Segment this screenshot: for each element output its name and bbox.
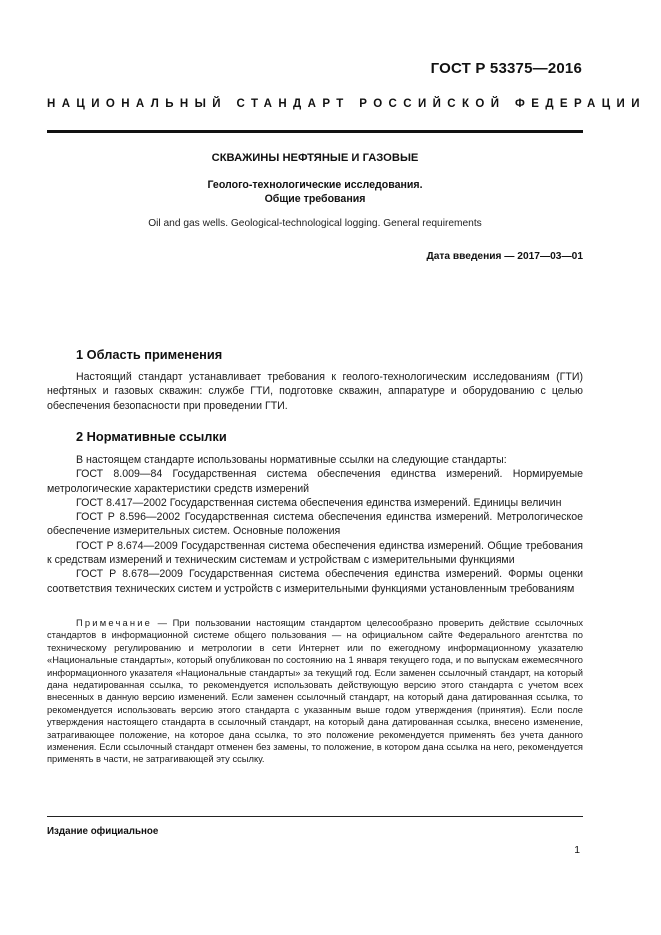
- note-block: [47, 617, 583, 766]
- header-divider: [47, 130, 583, 133]
- reference-item: ГОСТ 8.009—84 Государственная система обеспечения единства измерений. Нормируемые метрологические характеристики средств измерений: [47, 468, 583, 495]
- reference-item: ГОСТ Р 8.678—2009 Государственная система обеспечения единства измерений. Формы оценки соответствия технических систем и устройств с измерительными функциями установленным требованиям: [47, 568, 583, 595]
- page-number: 1: [574, 845, 580, 856]
- reference-item: ГОСТ 8.417—2002 Государственная система обеспечения единства измерений. Единицы величин: [76, 496, 562, 509]
- document-subtitle: [47, 178, 583, 206]
- section-1-body: [47, 370, 583, 413]
- subtitle-line-1: Геолого-технологические исследования.: [207, 179, 423, 191]
- section-1-paragraph: Настоящий стандарт устанавливает требования к геолого-технологическим исследованиям (ГТИ) нефтяных и газовых скважин: службе ГТИ, подготовке скважин, аппаратуре и оборудованию с целью обеспечения безопасности при проведении ГТИ.: [47, 371, 583, 412]
- section-1-heading: 1 Область применения: [76, 347, 223, 362]
- introduction-date: Дата введения — 2017—03—01: [426, 251, 583, 262]
- english-title: Oil and gas wells. Geological-technological logging. General requirements: [148, 218, 482, 229]
- reference-item: ГОСТ Р 8.674—2009 Государственная система обеспечения единства измерений. Общие требования к средствам измерений и техническим системам и устройствам с измерительными функциями: [47, 539, 583, 567]
- reference-item: ГОСТ Р 8.596—2002 Государственная система обеспечения единства измерений. Метрологическое обеспечение измерительных систем. Основные положения: [47, 511, 583, 538]
- section-2-body: [47, 453, 583, 596]
- references-intro: В настоящем стандарте использованы нормативные ссылки на следующие стандарты:: [76, 454, 507, 466]
- footer-divider: [47, 816, 583, 817]
- note-label: Примечание: [76, 618, 153, 628]
- note-paragraph: [47, 617, 583, 766]
- subtitle-line-2: Общие требования: [264, 193, 366, 205]
- document-title: СКВАЖИНЫ НЕФТЯНЫЕ И ГАЗОВЫЕ: [211, 152, 419, 164]
- gost-number: ГОСТ Р 53375—2016: [430, 60, 582, 77]
- section-2-heading: 2 Нормативные ссылки: [76, 429, 227, 444]
- national-standard-title: НАЦИОНАЛЬНЫЙ СТАНДАРТ РОССИЙСКОЙ ФЕДЕРАЦИИ: [47, 98, 646, 110]
- official-edition-label: Издание официальное: [47, 826, 159, 837]
- note-text: — При пользовании настоящим стандартом целесообразно проверить действие ссылочных стандартов в информационной системе общего пользования — на официальном сайте Федерального агентства по техническому регулированию и метрологии в сети Интернет или по ежегодному информационному указателю «Национальные стандарты», который опубликован по состоянию на 1 января текущего года, и по выпускам ежемесячного информационного указателя «Национальные стандарты» за текущий год. Если заменен ссылочный стандарт, на который дана недатированная ссылка, то рекомендуется использовать действующую версию этого стандарта с учетом всех внесенных в данную версию изменений. Если заменен ссылочный стандарт, на который дана датированная ссылка, то рекомендуется использовать версию этого стандарта с указанным выше годом утверждения (принятия). Если после утверждения настоящего стандарта в ссылочный стандарт, на который дана датированная ссылка, внесено изменение, затрагивающее положение, на которое дана ссылка, то это положение рекомендуется применять без учета данного изменения. Если ссылочный стандарт отменен без замены, то положение, в котором дана ссылка на него, рекомендуется применять в части, не затрагивающей эту ссылку.: [47, 618, 583, 765]
